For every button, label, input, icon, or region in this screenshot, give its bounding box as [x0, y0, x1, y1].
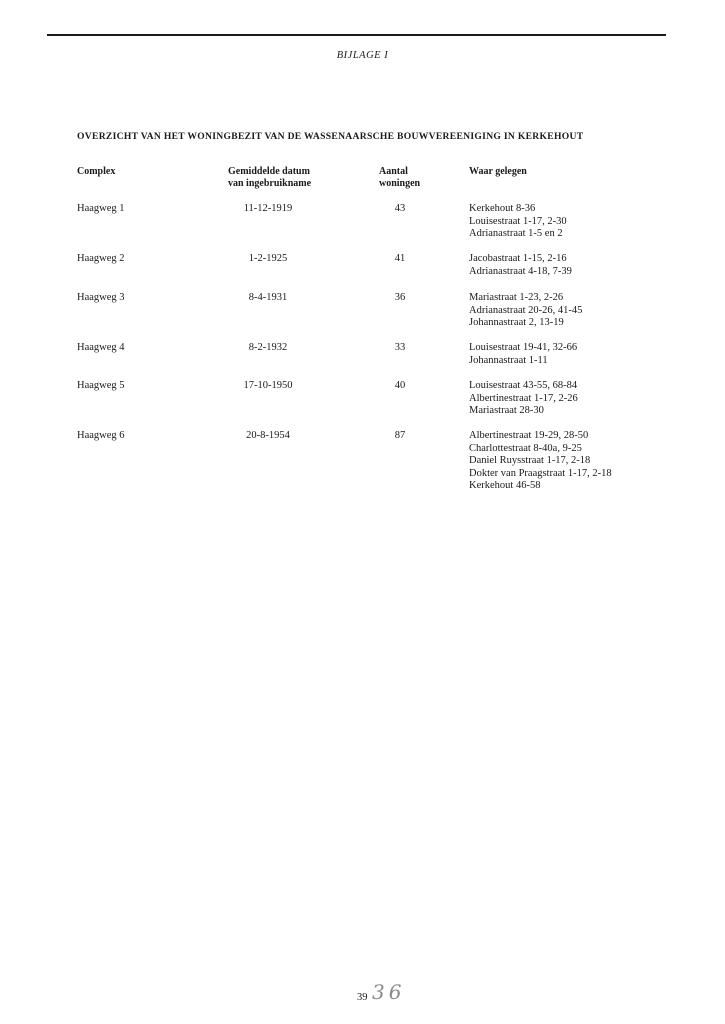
location-line: Louisestraat 1-17, 2-30	[469, 215, 567, 227]
location-line: Adrianastraat 20-26, 41-45	[469, 304, 583, 316]
location-line: Louisestraat 19-41, 32-66	[469, 342, 578, 353]
header-count-line2: woningen	[379, 178, 421, 189]
complex-cell: Haagweg 3	[77, 292, 125, 303]
location-line: Charlottestraat 8-40a, 9-25	[469, 442, 582, 454]
header-complex-label: Complex	[77, 166, 116, 177]
date-cell: 11-12-1919	[243, 203, 293, 214]
location-cell	[469, 253, 572, 278]
complex-cell: Haagweg 4	[77, 342, 125, 353]
header-date	[228, 166, 311, 190]
header-count	[379, 166, 420, 190]
header-date-line1: Gemiddelde datum	[228, 166, 310, 177]
location-line: Dokter van Praagstraat 1-17, 2-18	[469, 467, 612, 479]
location-line: Louisestraat 43-55, 68-84	[469, 380, 578, 391]
header-location	[469, 166, 527, 178]
count-cell: 87	[394, 430, 406, 441]
handwritten-number: 36	[372, 980, 406, 1004]
location-line: Jacobastraat 1-15, 2-16	[469, 253, 567, 264]
location-line: Adrianastraat 1-5 en 2	[469, 228, 563, 239]
location-cell	[469, 430, 612, 493]
date-cell: 8-4-1931	[248, 292, 288, 303]
count-cell: 33	[394, 342, 406, 353]
location-line: Kerkehout 8-36	[469, 203, 536, 214]
header-location-label: Waar gelegen	[469, 166, 527, 177]
document-title: OVERZICHT VAN HET WONINGBEZIT VAN DE WASSENAARSCHE BOUWVEREENIGING IN KERKEHOUT	[77, 131, 584, 142]
location-line: Kerkehout 46-58	[469, 480, 541, 491]
location-line: Albertinestraat 19-29, 28-50	[469, 430, 589, 441]
complex-cell: Haagweg 5	[77, 380, 125, 391]
page-number: 39	[357, 992, 368, 1003]
complex-cell: Haagweg 6	[77, 430, 125, 441]
count-cell: 41	[394, 253, 406, 264]
location-line: Mariastraat 28-30	[469, 405, 544, 416]
location-line: Albertinestraat 1-17, 2-26	[469, 392, 578, 404]
location-cell	[469, 203, 567, 241]
location-cell	[469, 380, 578, 418]
annex-label: BIJLAGE I	[336, 50, 389, 61]
count-cell: 40	[394, 380, 406, 391]
count-cell: 43	[394, 203, 406, 214]
top-rule	[47, 34, 666, 36]
header-date-line2: van ingebruikname	[228, 178, 312, 189]
count-cell: 36	[394, 292, 406, 303]
header-complex	[77, 166, 115, 178]
location-line: Daniel Ruysstraat 1-17, 2-18	[469, 455, 591, 466]
location-cell	[469, 292, 582, 330]
complex-cell: Haagweg 2	[77, 253, 125, 264]
complex-cell: Haagweg 1	[77, 203, 125, 214]
location-line: Mariastraat 1-23, 2-26	[469, 292, 564, 303]
date-cell: 1-2-1925	[248, 253, 288, 264]
date-cell: 8-2-1932	[248, 342, 288, 353]
date-cell: 17-10-1950	[243, 380, 293, 391]
location-line: Johannastraat 1-11	[469, 354, 548, 366]
location-line: Adrianastraat 4-18, 7-39	[469, 265, 572, 277]
location-cell	[469, 342, 577, 367]
header-count-line1: Aantal	[379, 166, 408, 177]
date-cell: 20-8-1954	[246, 430, 290, 441]
location-line: Johannastraat 2, 13-19	[469, 317, 564, 328]
